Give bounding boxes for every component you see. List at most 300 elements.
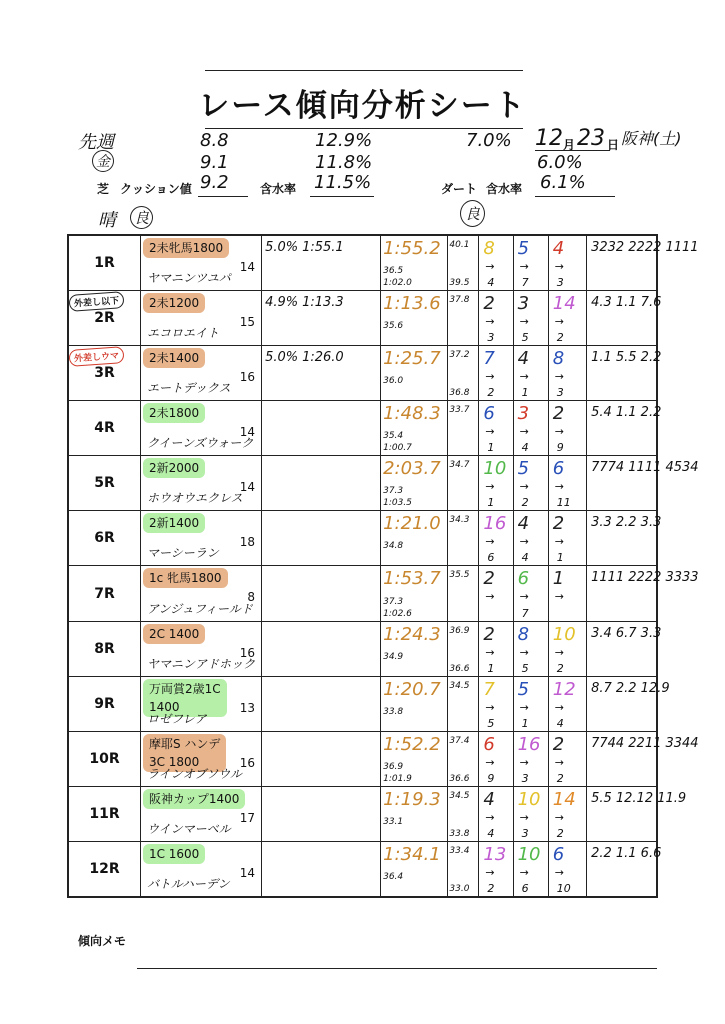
memo-label: 傾向メモ	[78, 934, 127, 948]
first-place-corner: 5	[487, 716, 495, 730]
second-place-cell	[513, 842, 548, 897]
dirt-moisture-value: 6.1%	[540, 172, 586, 193]
race-row	[68, 400, 657, 455]
first-half: 37.3	[383, 596, 404, 607]
field-size: 14	[239, 866, 256, 881]
race-number: 9R	[94, 695, 115, 712]
arrow-icon: →	[554, 260, 564, 273]
last3f-cell	[448, 456, 479, 511]
race-number-cell	[68, 731, 140, 786]
first-place-cell	[479, 731, 513, 786]
second-place-number: 5	[517, 678, 530, 700]
first-place-number: 2	[483, 292, 495, 314]
forecast-cell	[262, 511, 381, 566]
forecast-time: 1:26.0	[302, 349, 344, 365]
pace-values: 1.1 5.5 2.2	[591, 349, 662, 365]
third-place-cell	[548, 400, 586, 455]
arrow-icon: →	[554, 424, 564, 438]
pace-cell	[587, 345, 662, 400]
last-3f-2: 36.6	[449, 663, 470, 674]
race-row	[68, 456, 657, 511]
winner-name: クイーンズウォーク	[146, 436, 254, 451]
last-3f-2: 33.0	[449, 884, 470, 894]
arrow-icon: →	[519, 645, 529, 659]
second-place-cell	[513, 345, 548, 400]
race-condition-cell	[140, 731, 261, 786]
arrow-icon: →	[519, 314, 529, 328]
first-half: 36.5	[383, 265, 404, 276]
last3f-cell	[448, 400, 479, 455]
third-place-number: 14	[552, 292, 576, 314]
pct-row2: 6.0%	[537, 152, 583, 173]
race-row	[68, 731, 657, 786]
moisture-row1: 12.9%	[315, 130, 373, 151]
dirt-label: ダート	[441, 182, 478, 196]
second-place-number: 16	[517, 733, 541, 755]
first-place-number: 16	[483, 513, 507, 535]
second-place-cell	[513, 456, 548, 511]
top-rule	[205, 70, 523, 71]
page-title: レース傾向分析シート	[198, 88, 527, 124]
forecast-time: 1:13.3	[302, 294, 344, 310]
second-place-cell	[513, 290, 548, 345]
second-place-cell	[513, 235, 548, 290]
pace-cell	[587, 511, 662, 566]
second-place-corner: 6	[521, 882, 529, 895]
first-place-number: 2	[483, 568, 495, 590]
arrow-icon: →	[485, 866, 495, 880]
race-number-cell	[68, 290, 140, 345]
third-place-corner: 2	[556, 661, 564, 675]
arrow-icon: →	[554, 700, 564, 714]
win-time: 1:25.7	[383, 347, 441, 369]
date-note: 先週	[78, 132, 114, 153]
second-place-corner: 5	[521, 661, 529, 675]
split-1000m: 1:00.7	[383, 443, 412, 454]
race-number-cell	[68, 566, 140, 621]
field-size: 16	[239, 755, 256, 770]
race-condition-cell	[140, 345, 261, 400]
last-3f: 40.1	[449, 240, 470, 250]
first-half: 34.8	[383, 541, 404, 552]
first-place-number: 10	[483, 458, 507, 480]
second-place-number: 4	[517, 347, 530, 369]
third-place-cell	[548, 456, 586, 511]
first-place-cell	[479, 621, 513, 676]
race-number: 8R	[94, 640, 115, 657]
second-place-corner: 4	[521, 551, 529, 565]
race-condition: 2C 1400	[143, 624, 205, 644]
third-place-number: 8	[552, 347, 565, 369]
race-condition: 1C 1600	[143, 844, 205, 864]
second-place-number: 8	[517, 623, 530, 645]
third-place-corner: 3	[556, 385, 564, 399]
first-place-number: 7	[483, 347, 495, 369]
time-cell	[381, 621, 448, 676]
first-place-cell	[479, 400, 513, 455]
first-place-number: 4	[483, 789, 495, 811]
pace-values: 4.3 1.1 7.6	[591, 294, 662, 310]
third-place-number: 6	[552, 458, 565, 480]
second-place-cell	[513, 787, 548, 842]
last-3f: 35.5	[449, 570, 470, 581]
race-row	[68, 787, 657, 842]
second-place-corner: 7	[521, 275, 529, 289]
last3f-cell	[448, 787, 479, 842]
time-cell	[381, 731, 448, 786]
last3f-cell	[448, 345, 479, 400]
arrow-icon: →	[554, 866, 564, 880]
last3f-cell	[448, 235, 479, 290]
race-number-cell	[68, 235, 140, 290]
first-half: 37.3	[383, 486, 404, 497]
forecast-cell	[262, 787, 381, 842]
third-place-corner: 2	[556, 772, 564, 786]
last3f-cell	[448, 676, 479, 731]
second-place-corner: 1	[521, 716, 529, 730]
time-cell	[381, 787, 448, 842]
arrow-icon: →	[485, 535, 495, 549]
race-condition-cell	[140, 787, 261, 842]
second-place-corner: 7	[521, 606, 529, 620]
race-row	[68, 621, 657, 676]
third-place-number: 6	[552, 844, 565, 866]
first-half: 36.9	[383, 762, 404, 773]
forecast-cell	[262, 621, 381, 676]
first-place-corner: 4	[487, 827, 495, 841]
date-underline	[535, 150, 610, 151]
field-size: 16	[239, 645, 256, 660]
arrow-icon: →	[554, 755, 564, 769]
race-condition-cell	[140, 400, 261, 455]
race-condition-cell	[140, 621, 261, 676]
first-place-cell	[479, 676, 513, 731]
arrow-icon: →	[485, 811, 495, 825]
third-place-cell	[548, 235, 586, 290]
field-size: 8	[247, 590, 256, 605]
time-cell	[381, 235, 448, 290]
arrow-icon: →	[519, 811, 529, 825]
second-place-corner: 2	[521, 496, 529, 510]
arrow-icon: →	[519, 590, 529, 604]
race-number: 11R	[89, 806, 120, 823]
win-time: 1:52.2	[383, 733, 441, 755]
arrow-icon: →	[554, 590, 564, 604]
win-time: 1:19.3	[383, 789, 441, 811]
last-3f: 34.5	[449, 680, 470, 691]
first-place-cell	[479, 842, 513, 897]
first-place-corner: 9	[487, 772, 495, 786]
second-place-corner: 3	[521, 827, 529, 841]
forecast-cell	[262, 566, 381, 621]
arrow-icon: →	[554, 645, 564, 659]
pct-row1: 7.0%	[466, 130, 512, 151]
third-place-corner: 11	[556, 496, 571, 510]
second-place-cell	[513, 731, 548, 786]
first-place-cell	[479, 290, 513, 345]
race-condition: 2新1400	[143, 513, 205, 533]
arrow-icon: →	[519, 866, 529, 880]
third-place-corner: 4	[556, 716, 564, 730]
field-size: 14	[239, 424, 256, 439]
arrow-icon: →	[554, 811, 564, 825]
winner-name: ロゼフレア	[146, 711, 207, 726]
race-condition: 2未1200	[143, 293, 205, 313]
first-place-cell	[479, 345, 513, 400]
win-time: 1:34.1	[383, 844, 441, 866]
time-cell	[381, 290, 448, 345]
race-row	[68, 511, 657, 566]
pace-cell	[587, 842, 662, 897]
winner-name: アンジュフィールド	[146, 601, 253, 616]
field-size: 17	[239, 811, 256, 826]
dirt-moisture-underline	[535, 196, 615, 197]
memo-line	[137, 968, 657, 969]
winner-name: ヤマニンアドホック	[146, 656, 255, 671]
first-half: 33.8	[383, 706, 404, 717]
pace-values: 5.5 12.12 11.9	[591, 791, 687, 807]
field-size: 14	[239, 480, 256, 495]
win-time: 1:13.6	[383, 292, 441, 314]
pace-cell	[587, 676, 670, 731]
forecast-cell	[262, 235, 381, 290]
race-condition-cell	[140, 511, 261, 566]
third-place-corner: 9	[556, 441, 564, 455]
first-place-corner: 1	[487, 441, 495, 455]
arrow-icon: →	[485, 755, 495, 769]
first-place-cell	[479, 566, 513, 621]
race-number: 10R	[89, 750, 120, 767]
third-place-cell	[548, 621, 586, 676]
last-3f: 37.2	[449, 349, 470, 360]
last-3f: 34.7	[449, 460, 470, 471]
race-number-cell	[68, 345, 140, 400]
race-number: 6R	[94, 530, 115, 547]
time-cell	[381, 566, 448, 621]
cushion-label: クッション値	[120, 182, 192, 196]
first-half: 33.1	[383, 817, 404, 828]
last-3f: 33.4	[449, 846, 470, 857]
second-place-number: 10	[517, 844, 541, 866]
arrow-icon: →	[485, 590, 495, 604]
winner-name: ウインマーベル	[146, 822, 231, 837]
arrow-icon: →	[519, 700, 529, 714]
win-time: 1:24.3	[383, 623, 441, 645]
pace-values: 3232 2222 1111	[591, 240, 699, 255]
pace-cell	[587, 290, 662, 345]
first-place-corner: 4	[487, 275, 495, 289]
race-number-cell	[68, 400, 140, 455]
race-number: 1R	[94, 254, 115, 271]
second-place-number: 3	[517, 402, 530, 424]
third-place-cell	[548, 787, 586, 842]
arrow-icon: →	[485, 369, 495, 383]
second-place-corner: 5	[521, 330, 529, 344]
race-condition: 万両賞2歳1C 1400	[143, 679, 227, 717]
third-place-cell	[548, 511, 586, 566]
last-3f-2: 39.5	[449, 277, 470, 288]
pace-cell	[587, 731, 699, 786]
pace-cell	[587, 566, 699, 621]
second-place-cell	[513, 676, 548, 731]
pace-values: 3.3 2.2 3.3	[591, 515, 662, 531]
race-row	[68, 345, 657, 400]
win-time: 1:55.2	[383, 238, 441, 259]
first-place-corner: 3	[487, 330, 495, 344]
first-place-corner: 1	[487, 661, 495, 675]
first-place-number: 6	[483, 733, 495, 755]
third-place-corner: 2	[556, 827, 564, 841]
third-place-number: 1	[552, 568, 565, 590]
winner-name: エートデックス	[146, 380, 231, 395]
third-place-number: 10	[552, 623, 576, 645]
last3f-cell	[448, 290, 479, 345]
race-row	[68, 842, 657, 897]
third-place-number: 2	[552, 733, 565, 755]
second-place-number: 5	[517, 458, 530, 480]
pace-cell	[587, 456, 699, 511]
time-cell	[381, 400, 448, 455]
pace-cell	[587, 787, 687, 842]
title-underline	[205, 128, 523, 129]
third-place-number: 4	[552, 238, 565, 259]
first-place-number: 8	[483, 238, 495, 259]
win-time: 2:03.7	[383, 458, 441, 480]
race-condition-cell	[140, 235, 261, 290]
field-size: 18	[239, 535, 256, 550]
time-cell	[381, 511, 448, 566]
first-half: 36.0	[383, 375, 404, 386]
third-place-number: 14	[552, 789, 576, 811]
first-place-cell	[479, 235, 513, 290]
second-place-cell	[513, 621, 548, 676]
pace-values: 7774 1111 4534	[591, 460, 699, 476]
pace-values: 5.4 1.1 2.2	[591, 404, 662, 420]
third-place-cell	[548, 290, 586, 345]
last-3f-2: 36.6	[449, 774, 470, 785]
winner-name: ヤマニンツユパ	[146, 270, 231, 285]
cushion-row1: 8.8	[200, 130, 229, 151]
winner-name: マーシーラン	[146, 546, 219, 561]
arrow-icon: →	[554, 369, 564, 383]
moisture-label: 含水率	[260, 182, 297, 196]
race-row	[68, 290, 657, 345]
arrow-icon: →	[519, 480, 529, 494]
last-3f: 37.8	[449, 294, 470, 305]
forecast-cell	[262, 290, 381, 345]
race-condition-cell	[140, 456, 261, 511]
race-number: 12R	[89, 861, 120, 878]
race-number: 7R	[94, 585, 115, 602]
pace-cell	[587, 400, 662, 455]
arrow-icon: →	[519, 535, 529, 549]
third-place-number: 2	[552, 513, 565, 535]
last3f-cell	[448, 566, 479, 621]
time-cell	[381, 676, 448, 731]
time-cell	[381, 456, 448, 511]
second-place-number: 6	[517, 568, 530, 590]
race-condition-cell	[140, 676, 261, 731]
venue: 阪神(土)	[621, 129, 682, 148]
pace-cell	[587, 235, 699, 290]
first-place-corner: 6	[487, 551, 495, 565]
second-place-cell	[513, 511, 548, 566]
first-place-corner: 1	[487, 496, 495, 510]
arrow-icon: →	[554, 535, 564, 549]
first-place-corner: 2	[487, 385, 495, 399]
race-number-cell	[68, 511, 140, 566]
win-time: 1:20.7	[383, 678, 441, 700]
forecast-cell	[262, 345, 381, 400]
last-3f: 37.4	[449, 735, 470, 746]
field-size: 14	[239, 260, 256, 274]
arrow-icon: →	[554, 314, 564, 328]
race-number: 3R	[94, 364, 115, 381]
last3f-cell	[448, 511, 479, 566]
first-half: 35.6	[383, 320, 404, 331]
split-1000m: 1:02.0	[383, 277, 412, 288]
last-3f: 36.9	[449, 625, 470, 636]
day-label: 日	[607, 138, 620, 152]
pace-values: 2.2 1.1 6.6	[591, 846, 662, 862]
last3f-cell	[448, 731, 479, 786]
first-place-number: 6	[483, 402, 495, 424]
last-3f-2: 36.8	[449, 387, 470, 398]
arrow-icon: →	[519, 369, 529, 383]
forecast-cell	[262, 456, 381, 511]
third-place-cell	[548, 566, 586, 621]
win-time: 1:48.3	[383, 402, 441, 424]
last-3f: 34.3	[449, 515, 470, 526]
win-time: 1:21.0	[383, 513, 441, 535]
race-table	[67, 234, 699, 898]
first-place-cell	[479, 456, 513, 511]
winner-name: エコロエイト	[146, 325, 219, 340]
forecast-pct: 4.9%	[265, 294, 299, 310]
last3f-cell	[448, 621, 479, 676]
race-condition: 2新2000	[143, 458, 205, 478]
arrow-icon: →	[519, 755, 529, 769]
arrow-icon: →	[485, 645, 495, 659]
moisture-value: 11.5%	[314, 172, 372, 193]
winner-name: バトルハーデン	[146, 877, 230, 891]
second-place-number: 10	[517, 789, 541, 811]
race-number: 2R	[94, 309, 115, 326]
forecast-time: 1:55.1	[302, 240, 344, 255]
turf-label: 芝	[97, 182, 110, 196]
first-half: 35.4	[383, 431, 404, 442]
time-cell	[381, 842, 448, 897]
arrow-icon: →	[485, 480, 495, 494]
race-number: 5R	[94, 475, 115, 492]
split-1000m: 1:02.6	[383, 608, 412, 619]
second-place-cell	[513, 400, 548, 455]
cushion-value: 9.2	[200, 172, 229, 193]
second-place-cell	[513, 566, 548, 621]
race-number-cell	[68, 621, 140, 676]
split-1000m: 1:01.9	[383, 774, 412, 785]
first-place-corner: 2	[487, 882, 495, 895]
winner-name: ラインオブソウル	[146, 767, 242, 782]
second-place-corner: 1	[521, 385, 529, 399]
pace-values: 1111 2222 3333	[591, 570, 699, 586]
arrow-icon: →	[519, 260, 529, 273]
first-place-number: 2	[483, 623, 495, 645]
pace-cell	[587, 621, 662, 676]
split-1000m: 1:03.5	[383, 498, 412, 509]
last-3f: 34.5	[449, 791, 470, 802]
field-size: 15	[239, 314, 256, 329]
